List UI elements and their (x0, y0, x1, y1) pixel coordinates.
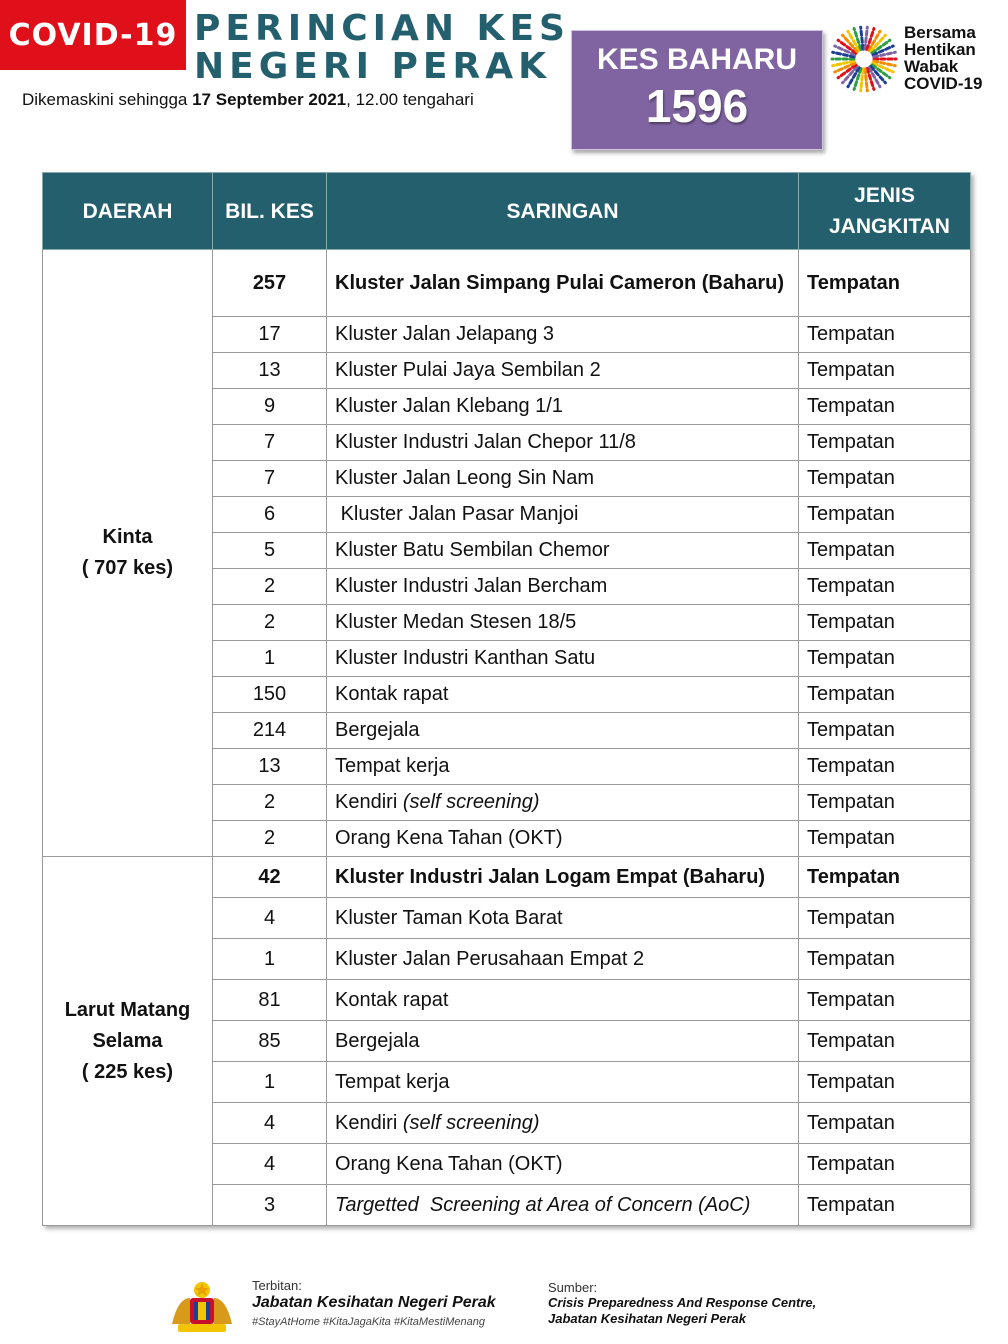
page-title (194, 10, 570, 86)
infection-type: Tempatan (799, 461, 971, 497)
source-line-1: Crisis Preparedness And Response Centre, (548, 1295, 817, 1310)
case-count: 2 (213, 569, 327, 605)
infection-type: Tempatan (799, 317, 971, 353)
campaign-logo (828, 18, 1008, 100)
footer-publisher (164, 1278, 524, 1338)
infection-type: Tempatan (799, 533, 971, 569)
infection-type: Tempatan (799, 749, 971, 785)
header-bil-kes: BIL. KES (213, 173, 327, 250)
screening-italic-text: Targetted Screening at Area of Concern (AoC) (335, 1193, 751, 1216)
screening-text: Kluster Industri Jalan Bercham (335, 575, 608, 597)
header-jenis-jangkitan: JENIS JANGKITAN (799, 173, 971, 250)
screening-text: Kendiri (335, 791, 403, 813)
district-name: Larut Matang Selama (64, 998, 191, 1052)
infection-type: Tempatan (799, 641, 971, 677)
case-count: 5 (213, 533, 327, 569)
infection-type: Tempatan (799, 898, 971, 939)
updated-date: 17 September 2021 (192, 90, 347, 109)
screening-cell (327, 250, 799, 317)
campaign-line-4: COVID-19 (904, 74, 983, 93)
updated-suffix: , 12.00 tengahari (346, 90, 474, 109)
screening-cell (327, 353, 799, 389)
screening-italic-text: (self screening) (402, 791, 540, 813)
screening-cell (327, 1021, 799, 1062)
screening-text: Kluster Industri Kanthan Satu (335, 647, 596, 669)
infection-type: Tempatan (799, 250, 971, 317)
screening-cell (327, 749, 799, 785)
district-total: ( 707 kes) (81, 557, 174, 579)
case-count: 7 (213, 425, 327, 461)
infection-type: Tempatan (799, 980, 971, 1021)
screening-cell (327, 898, 799, 939)
case-count: 214 (213, 713, 327, 749)
case-count: 4 (213, 1103, 327, 1144)
case-count: 4 (213, 898, 327, 939)
screening-cell (327, 1144, 799, 1185)
screening-text: Tempat kerja (335, 755, 450, 777)
infection-type: Tempatan (799, 821, 971, 857)
new-cases-box (571, 30, 823, 150)
infection-type: Tempatan (799, 1185, 971, 1226)
screening-cell (327, 497, 799, 533)
case-count: 2 (213, 785, 327, 821)
screening-cell (327, 785, 799, 821)
screening-cell (327, 389, 799, 425)
source-label: Sumber: (548, 1280, 598, 1295)
screening-text: Kluster Pulai Jaya Sembilan 2 (335, 359, 601, 381)
infection-type: Tempatan (799, 569, 971, 605)
case-count: 13 (213, 353, 327, 389)
infection-type: Tempatan (799, 857, 971, 898)
district-cell (43, 250, 213, 857)
screening-text: Kluster Jalan Simpang Pulai Cameron (Baharu) (335, 271, 784, 294)
screening-cell (327, 605, 799, 641)
screening-text: Orang Kena Tahan (OKT) (335, 1152, 563, 1175)
screening-cell (327, 569, 799, 605)
case-count: 6 (213, 497, 327, 533)
table-header-row (43, 173, 971, 250)
infection-type: Tempatan (799, 939, 971, 980)
sunburst-icon (828, 20, 900, 98)
screening-cell (327, 533, 799, 569)
screening-text: Kluster Taman Kota Barat (335, 906, 563, 929)
screening-text: Kluster Jalan Jelapang 3 (335, 323, 555, 345)
malaysia-crest-icon (164, 1278, 240, 1336)
screening-cell (327, 939, 799, 980)
campaign-line-3: Wabak (904, 57, 959, 76)
screening-text: Bergejala (335, 1029, 420, 1052)
update-timestamp (22, 90, 474, 110)
case-count: 1 (213, 641, 327, 677)
header-daerah: DAERAH (43, 173, 213, 250)
screening-text: Kluster Jalan Leong Sin Nam (335, 467, 595, 489)
case-count: 13 (213, 749, 327, 785)
screening-text: Kluster Jalan Perusahaan Empat 2 (335, 947, 645, 970)
case-count: 1 (213, 1062, 327, 1103)
table-body (43, 250, 971, 1226)
screening-text: Kontak rapat (335, 988, 449, 1011)
screening-cell (327, 677, 799, 713)
case-count: 85 (213, 1021, 327, 1062)
screening-text: Kluster Industri Jalan Logam Empat (Baharu) (335, 865, 766, 888)
screening-cell (327, 980, 799, 1021)
new-cases-value: 1596 (645, 80, 749, 132)
updated-prefix: Dikemaskini sehingga (22, 90, 193, 109)
footer-source (548, 1280, 816, 1327)
screening-text: Kluster Medan Stesen 18/5 (335, 611, 577, 633)
infection-type: Tempatan (799, 389, 971, 425)
infection-type: Tempatan (799, 497, 971, 533)
case-count: 1 (213, 939, 327, 980)
case-count: 42 (213, 857, 327, 898)
infection-type: Tempatan (799, 1062, 971, 1103)
infection-type: Tempatan (799, 1103, 971, 1144)
screening-text: Kluster Jalan Klebang 1/1 (335, 395, 563, 417)
title-line-2: NEGERI PERAK (194, 46, 551, 87)
screening-text: Bergejala (335, 719, 420, 741)
screening-cell (327, 713, 799, 749)
screening-text: Kendiri (335, 1111, 403, 1134)
screening-text: Tempat kerja (335, 1070, 450, 1093)
infection-type: Tempatan (799, 1021, 971, 1062)
case-count: 4 (213, 1144, 327, 1185)
screening-cell (327, 641, 799, 677)
screening-cell (327, 821, 799, 857)
infection-type: Tempatan (799, 353, 971, 389)
issued-by: Jabatan Kesihatan Negeri Perak (252, 1294, 496, 1311)
campaign-logo-text (904, 24, 982, 92)
table-row (43, 857, 971, 898)
screening-text: Orang Kena Tahan (OKT) (335, 827, 563, 849)
case-count: 81 (213, 980, 327, 1021)
screening-cell (327, 1062, 799, 1103)
hashtags: #StayAtHome #KitaJagaKita #KitaMestiMenang (252, 1316, 485, 1328)
district-total: ( 225 kes) (81, 1060, 174, 1083)
case-count: 2 (213, 605, 327, 641)
case-count: 150 (213, 677, 327, 713)
screening-cell (327, 1103, 799, 1144)
covid-badge: COVID-19 (0, 0, 186, 70)
screening-text: Kluster Jalan Pasar Manjoi (335, 503, 579, 525)
campaign-line-2: Hentikan (904, 40, 976, 59)
case-count: 3 (213, 1185, 327, 1226)
case-count: 257 (213, 250, 327, 317)
source-line-2: Jabatan Kesihatan Negeri Perak (548, 1311, 746, 1326)
screening-cell (327, 461, 799, 497)
district-cell (43, 857, 213, 1226)
screening-cell (327, 857, 799, 898)
district-name: Kinta (102, 526, 153, 548)
screening-cell (327, 317, 799, 353)
campaign-line-1: Bersama (904, 23, 976, 42)
infection-type: Tempatan (799, 785, 971, 821)
screening-cell (327, 1185, 799, 1226)
infection-type: Tempatan (799, 1144, 971, 1185)
screening-italic-text: (self screening) (402, 1111, 540, 1134)
case-count: 9 (213, 389, 327, 425)
case-count: 17 (213, 317, 327, 353)
case-count: 2 (213, 821, 327, 857)
screening-text: Kontak rapat (335, 683, 449, 705)
table-row (43, 250, 971, 317)
header-saringan: SARINGAN (327, 173, 799, 250)
infection-type: Tempatan (799, 713, 971, 749)
screening-text: Kluster Industri Jalan Chepor 11/8 (335, 431, 636, 453)
infection-type: Tempatan (799, 677, 971, 713)
issued-label: Terbitan: (252, 1278, 302, 1293)
screening-text: Kluster Batu Sembilan Chemor (335, 539, 610, 561)
title-line-1: PERINCIAN KES (194, 8, 570, 49)
new-cases-label: KES BAHARU (596, 43, 797, 76)
screening-cell (327, 425, 799, 461)
infection-type: Tempatan (799, 605, 971, 641)
infection-type: Tempatan (799, 425, 971, 461)
case-count: 7 (213, 461, 327, 497)
case-details-table (42, 172, 971, 1226)
